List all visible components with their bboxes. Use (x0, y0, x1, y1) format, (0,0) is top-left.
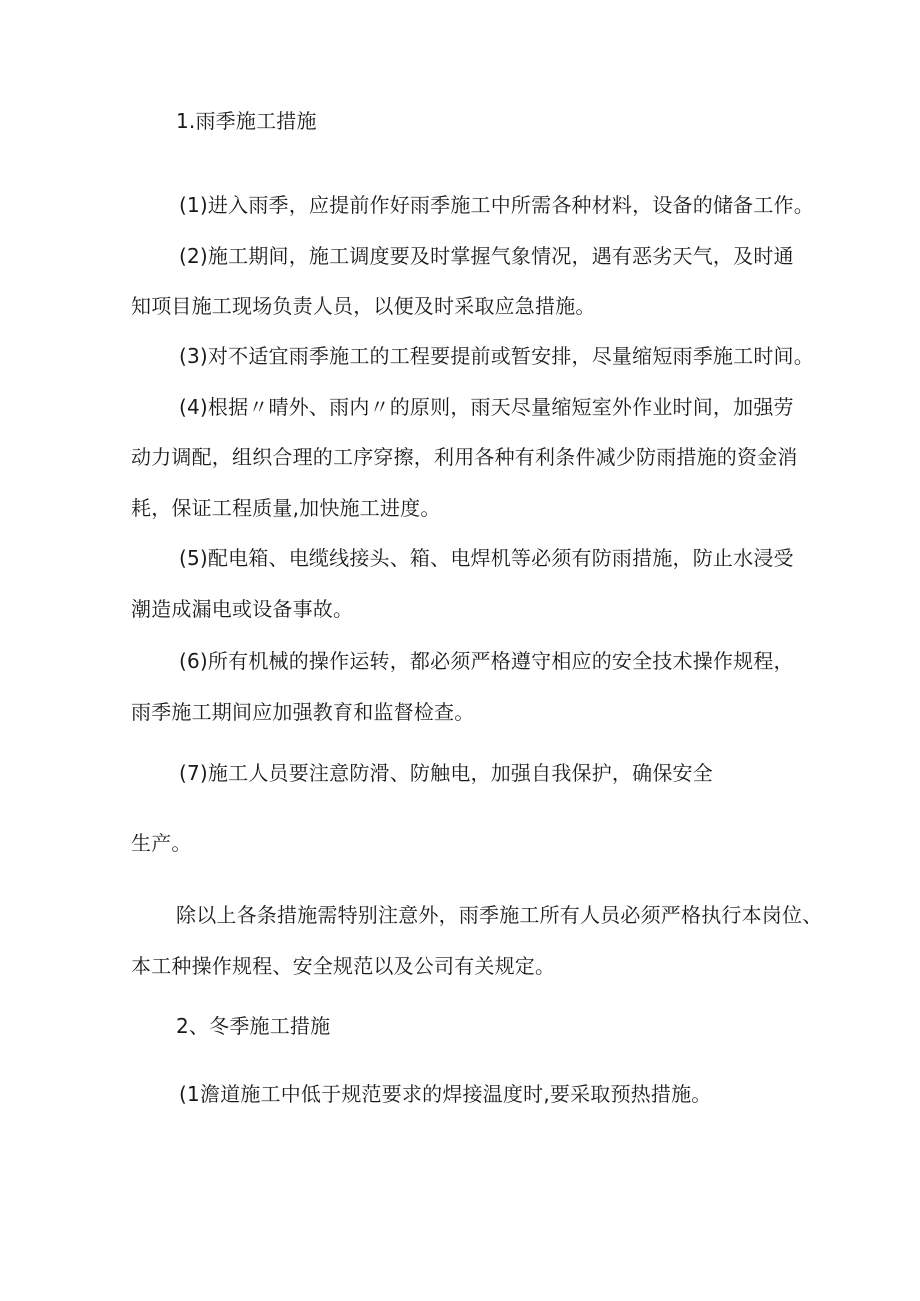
closing-paragraph-line-2: 本工种操作规程、安全规范以及公司有关规定。 (131, 954, 556, 978)
rainy-item-7-line-1: (7)施工人员要注意防滑、防触电，加强自我保护，确保安全 (179, 761, 713, 785)
winter-item-1: (1澹道施工中低于规范要求的焊接温度时,要采取预热措施。 (179, 1082, 712, 1106)
rainy-item-2-line-2: 知项目施工现场负责人员，以便及时采取应急措施。 (131, 294, 596, 318)
rainy-item-4-line-2: 动力调配，组织合理的工序穿擦，利用各种有利条件减少防雨措施的资金消 (131, 445, 798, 469)
closing-paragraph-line-1: 除以上各条措施需特别注意外，雨季施工所有人员必须严格执行本岗位、 (176, 903, 823, 927)
rainy-item-5-line-2: 潮造成漏电或设备事故。 (131, 597, 354, 621)
rainy-item-3: (3)对不适宜雨季施工的工程要提前或暂安排，尽量缩短雨季施工时间。 (179, 344, 814, 368)
section-heading-rainy-season: 1.雨季施工措施 (176, 109, 317, 133)
rainy-item-4-line-3: 耗，保证工程质量,加快施工进度。 (131, 496, 441, 520)
rainy-item-4-line-1: (4)根据〃晴外、雨内〃的原则，雨天尽量缩短室外作业时间，加强劳 (179, 395, 794, 419)
rainy-item-7-line-2: 生产。 (131, 831, 192, 855)
rainy-item-5-line-1: (5)配电箱、电缆线接头、箱、电焊机等必须有防雨措施，防止水浸受 (179, 546, 794, 570)
rainy-item-6-line-2: 雨季施工期间应加强教育和监督检查。 (131, 700, 475, 724)
rainy-item-6-line-1: (6)所有机械的操作运转，都必须严格遵守相应的安全技术操作规程， (179, 649, 794, 673)
rainy-item-2-line-1: (2)施工期间，施工调度要及时掌握气象情况，遇有恶劣天气，及时通 (179, 244, 794, 268)
section-heading-winter: 2、冬季施工措施 (176, 1014, 331, 1038)
rainy-item-1: (1)进入雨季，应提前作好雨季施工中所需各种材料，设备的储备工作。 (179, 193, 814, 217)
